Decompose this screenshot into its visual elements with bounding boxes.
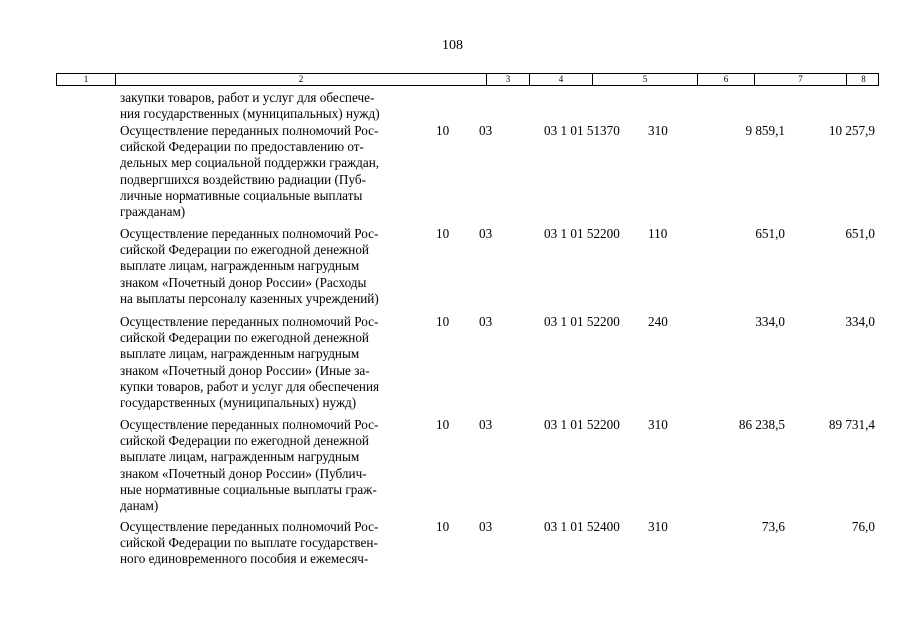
- row-subsection: 03: [479, 314, 493, 329]
- row-amount-1: 651,0: [755, 226, 785, 241]
- row-section: 10: [436, 226, 450, 241]
- row-expense-type: 310: [648, 123, 668, 138]
- page-number: 108: [442, 38, 463, 53]
- row-amount-1: 9 859,1: [745, 123, 785, 138]
- row-amount-2: 89 731,4: [828, 417, 875, 432]
- row-section: 10: [436, 314, 450, 329]
- row-amount-2: 334,0: [845, 314, 875, 329]
- header-col-3: 3: [487, 74, 530, 85]
- row-subsection: 03: [479, 123, 493, 138]
- row-target-code: 03 1 01 52200: [544, 226, 620, 241]
- row-target-code: 03 1 01 52200: [544, 417, 620, 432]
- row-target-code: 03 1 01 52400: [544, 519, 620, 534]
- row-description: Осуществление переданных полномочий Рос- сийской Федерации по выплате государствен- ного единовременного пособия и ежемесяч-: [120, 519, 379, 567]
- row-target-code: 03 1 01 51370: [544, 123, 620, 138]
- row-amount-2: 10 257,9: [828, 123, 875, 138]
- row-amount-1: 86 238,5: [738, 417, 785, 432]
- row-description: Осуществление переданных полномочий Рос- сийской Федерации по предоставлению от- дельных мер социальной поддержки граждан, подвергшихся воздействию радиации (Пуб- личные нормативные социальные выплаты гражданам): [120, 123, 380, 220]
- row-target-code: 03 1 01 52200: [544, 314, 620, 329]
- row-subsection: 03: [479, 417, 493, 432]
- table-header: [56, 73, 879, 86]
- row-subsection: 03: [479, 226, 493, 241]
- row-expense-type: 310: [648, 417, 668, 432]
- row-amount-2: 651,0: [845, 226, 875, 241]
- header-col-8: 8: [861, 74, 866, 84]
- row-section: 10: [436, 123, 450, 138]
- row-amount-2: 76,0: [851, 519, 875, 534]
- row-expense-type: 110: [648, 226, 668, 241]
- header-col-2: 2: [116, 74, 487, 85]
- row-description: Осуществление переданных полномочий Рос- сийской Федерации по ежегодной денежной выплате лицам, награжденным нагрудным знаком «Почетный донор России» (Публич- ные нормативные социальные выплаты граж- данам): [120, 417, 379, 514]
- row-section: 10: [436, 519, 450, 534]
- header-col-4: 4: [530, 74, 593, 85]
- row-expense-type: 310: [648, 519, 668, 534]
- continuation-text: закупки товаров, работ и услуг для обеспече- ния государственных (муниципальных) нужд): [120, 90, 380, 122]
- header-col-6: 6: [698, 74, 755, 85]
- header-col-1: 1: [57, 74, 116, 85]
- row-amount-1: 334,0: [755, 314, 785, 329]
- row-description: Осуществление переданных полномочий Рос- сийской Федерации по ежегодной денежной выплате лицам, награжденным нагрудным знаком «Почетный донор России» (Иные за- купки товаров, работ и услуг для обеспечения государственных (муниципальных) нужд): [120, 314, 380, 411]
- row-subsection: 03: [479, 519, 493, 534]
- header-col-5: 5: [593, 74, 698, 85]
- row-section: 10: [436, 417, 450, 432]
- row-amount-1: 73,6: [761, 519, 785, 534]
- header-col-7: 7: [755, 74, 847, 85]
- row-expense-type: 240: [648, 314, 668, 329]
- row-description: Осуществление переданных полномочий Рос- сийской Федерации по ежегодной денежной выплате лицам, награжденным нагрудным знаком «Почетный донор России» (Расходы на выплаты персоналу казенных учреждений): [120, 226, 379, 306]
